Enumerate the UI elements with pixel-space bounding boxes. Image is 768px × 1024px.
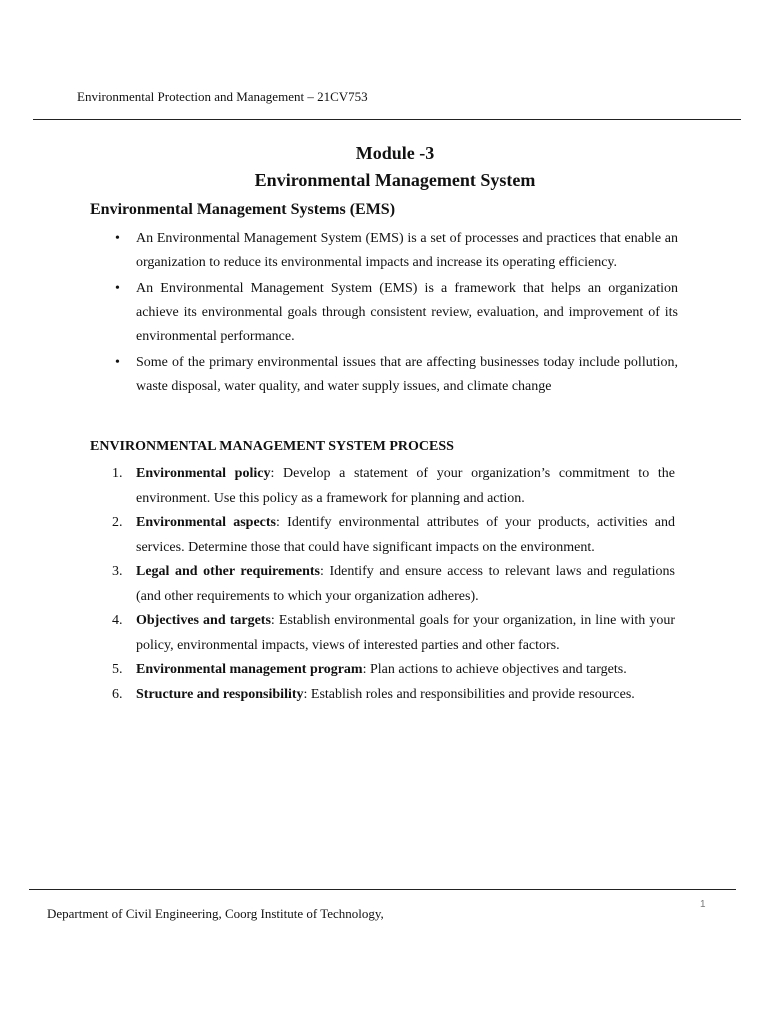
bullet-text: An Environmental Management System (EMS) is a framework that helps an organization achieve its environmental goals through consistent review, evaluation, and improvement of its environmental performance. xyxy=(136,281,678,344)
process-step xyxy=(110,462,675,511)
step-text: : Identify environmental attributes of your products, activities and services. Determine those that could have significant impacts on the environment. xyxy=(136,515,675,555)
header-divider xyxy=(33,119,741,120)
process-heading: ENVIRONMENTAL MANAGEMENT SYSTEM PROCESS xyxy=(90,439,454,454)
step-text: : Identify and ensure access to relevant laws and regulations (and other requirements to which your organization adheres). xyxy=(136,564,675,604)
step-text: : Plan actions to achieve objectives and targets. xyxy=(362,662,627,677)
step-number: 1. xyxy=(112,466,123,481)
process-step xyxy=(110,560,675,609)
step-term: Environmental management program xyxy=(136,662,363,677)
process-step xyxy=(110,683,675,708)
module-title: Module -3 xyxy=(355,143,435,163)
step-text: : Establish environmental goals for your organization, in line with your policy, environmental impacts, views of interested parties and other factors. xyxy=(136,613,675,653)
step-number: 5. xyxy=(112,662,123,677)
bullet-item xyxy=(110,351,678,399)
bullet-text: An Environmental Management System (EMS) is a set of processes and practices that enable an organization to reduce its environmental impacts and increase its operating efficiency. xyxy=(136,231,678,270)
step-number: 3. xyxy=(112,564,123,579)
process-step xyxy=(110,658,675,683)
step-term: Environmental aspects xyxy=(136,515,277,530)
process-step xyxy=(110,511,675,560)
bullet-icon: • xyxy=(115,355,120,370)
bullet-item xyxy=(110,227,678,275)
step-number: 4. xyxy=(112,613,123,628)
bullet-icon: • xyxy=(115,231,120,246)
page-number: 1 xyxy=(700,899,706,910)
bullet-text: Some of the primary environmental issues that are affecting businesses today include pollution, waste disposal, water quality, and water supply issues, and climate change xyxy=(136,355,678,394)
footer-divider xyxy=(29,889,736,890)
step-term: Environmental policy xyxy=(136,466,271,481)
step-number: 6. xyxy=(112,686,123,702)
bullet-item xyxy=(110,277,678,349)
process-step xyxy=(110,609,675,658)
step-term: Structure and responsibility xyxy=(136,686,304,702)
running-footer: Department of Civil Engineering, Coorg Institute of Technology, xyxy=(47,906,384,921)
module-subtitle: Environmental Management System xyxy=(254,170,536,190)
step-text: : Develop a statement of your organization’s commitment to the environment. Use this policy as a framework for planning and action. xyxy=(136,466,675,506)
step-term: Objectives and targets xyxy=(136,613,271,628)
ems-bullet-list xyxy=(110,227,678,401)
running-header: Environmental Protection and Management – 21CV753 xyxy=(77,89,368,104)
step-term: Legal and other requirements xyxy=(136,564,320,579)
section-heading: Environmental Management Systems (EMS) xyxy=(90,201,396,218)
step-text: : Establish roles and responsibilities and provide resources. xyxy=(303,686,635,702)
step-number: 2. xyxy=(112,515,123,530)
bullet-icon: • xyxy=(115,281,120,296)
process-steps-list xyxy=(110,462,675,707)
